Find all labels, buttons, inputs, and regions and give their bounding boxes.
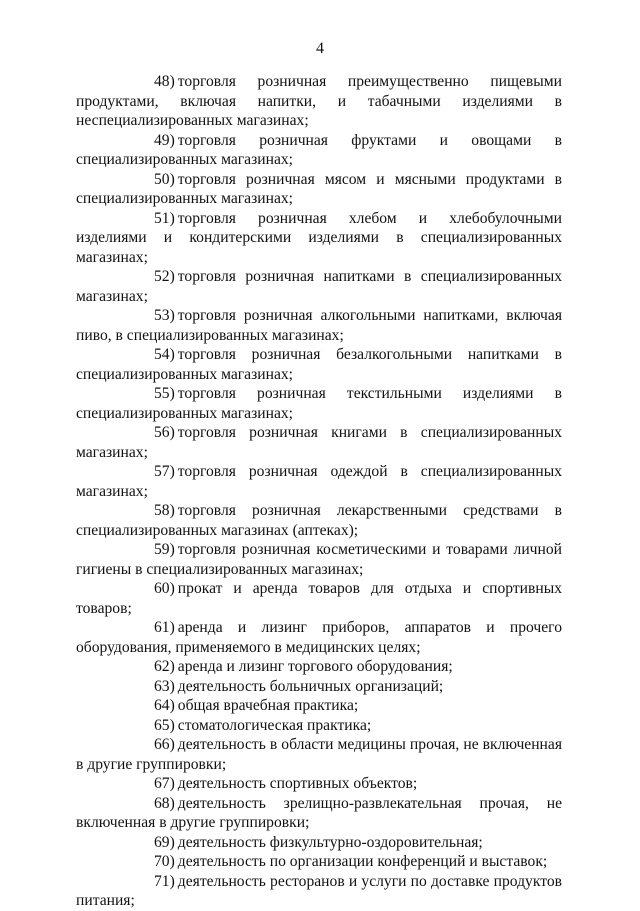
- item-number: 71): [154, 872, 175, 890]
- item-number: 67): [154, 775, 175, 792]
- list-item: [76, 696, 562, 716]
- item-text: торговля розничная одеждой в специализированных магазинах;: [76, 463, 562, 500]
- list-item: [76, 735, 562, 774]
- list-item: [76, 209, 562, 268]
- item-text: деятельность ресторанов и услуги по доставке продуктов питания;: [76, 872, 562, 909]
- list-item: [76, 833, 562, 853]
- item-text: деятельность в области медицины прочая, не включенная в другие группировки;: [76, 736, 562, 773]
- item-number: 65): [154, 716, 175, 734]
- item-text: общая врачебная практика;: [177, 697, 359, 714]
- item-number: 70): [154, 853, 175, 870]
- item-text: торговля розничная безалкогольными напитками в специализированных магазинах;: [76, 346, 562, 383]
- item-text: торговля розничная преимущественно пищевыми продуктами, включая напитки, и табачными изделиями в неспециализированных магазинах;: [76, 73, 562, 129]
- list-item: [76, 72, 562, 131]
- item-text: торговля розничная косметическими и товарами личной гигиены в специализированных магазинах;: [76, 541, 562, 578]
- page-number: 4: [316, 40, 324, 57]
- item-text: стоматологическая практика;: [177, 716, 372, 734]
- item-number: 51): [154, 209, 175, 227]
- item-text: торговля розничная мясом и мясными продуктами в специализированных магазинах;: [76, 170, 562, 207]
- list-item: [76, 716, 562, 736]
- item-text: деятельность больничных организаций;: [177, 677, 444, 695]
- list-item: [76, 267, 562, 306]
- item-number: 52): [154, 268, 175, 285]
- item-number: 64): [154, 697, 175, 714]
- item-text: деятельность зрелищно-развлекательная прочая, не включенная в другие группировки;: [76, 794, 562, 831]
- item-number: 57): [154, 463, 175, 480]
- item-number: 54): [154, 346, 175, 363]
- list-item: [76, 794, 562, 833]
- item-number: 48): [154, 73, 175, 90]
- list-item: [76, 462, 562, 501]
- item-number: 58): [154, 502, 175, 519]
- item-text: деятельность спортивных объектов;: [177, 775, 418, 792]
- list-item: [76, 774, 562, 794]
- item-text: деятельность по организации конференций и выставок;: [177, 853, 548, 870]
- item-number: 69): [154, 833, 175, 851]
- item-text: торговля розничная лекарственными средствами в специализированных магазинах (аптеках);: [76, 502, 562, 539]
- item-number: 49): [154, 131, 175, 149]
- list-item: [76, 423, 562, 462]
- list-item: [76, 618, 562, 657]
- item-text: торговля розничная напитками в специализированных магазинах;: [76, 268, 562, 305]
- document-body: [76, 72, 562, 911]
- list-item: [76, 852, 562, 872]
- item-number: 60): [154, 580, 175, 597]
- item-number: 56): [154, 424, 175, 441]
- item-number: 55): [154, 385, 175, 402]
- item-text: аренда и лизинг торгового оборудования;: [177, 658, 453, 675]
- item-number: 59): [154, 541, 175, 558]
- item-number: 50): [154, 170, 175, 188]
- item-number: 53): [154, 307, 175, 324]
- list-item: [76, 170, 562, 209]
- item-text: деятельность физкультурно-оздоровительная;: [177, 833, 483, 851]
- item-text: торговля розничная фруктами и овощами в специализированных магазинах;: [76, 131, 562, 168]
- list-item: [76, 677, 562, 697]
- list-item: [76, 306, 562, 345]
- list-item: [76, 501, 562, 540]
- list-item: [76, 579, 562, 618]
- item-text: торговля розничная текстильными изделиями в специализированных магазинах;: [76, 385, 562, 422]
- list-item: [76, 131, 562, 170]
- item-number: 66): [154, 736, 175, 753]
- list-item: [76, 540, 562, 579]
- list-item: [76, 384, 562, 423]
- item-text: аренда и лизинг приборов, аппаратов и прочего оборудования, применяемого в медицинских целях;: [76, 619, 562, 656]
- list-item: [76, 657, 562, 677]
- item-text: прокат и аренда товаров для отдыха и спортивных товаров;: [76, 580, 562, 617]
- item-text: торговля розничная книгами в специализированных магазинах;: [76, 424, 562, 461]
- item-number: 62): [154, 658, 175, 675]
- item-number: 61): [154, 619, 175, 636]
- item-number: 63): [154, 677, 175, 695]
- list-item: [76, 345, 562, 384]
- item-number: 68): [154, 794, 175, 812]
- item-text: торговля розничная хлебом и хлебобулочными изделиями и кондитерскими изделиями в специализированных магазинах;: [76, 209, 562, 266]
- item-text: торговля розничная алкогольными напитками, включая пиво, в специализированных магазинах;: [76, 307, 562, 344]
